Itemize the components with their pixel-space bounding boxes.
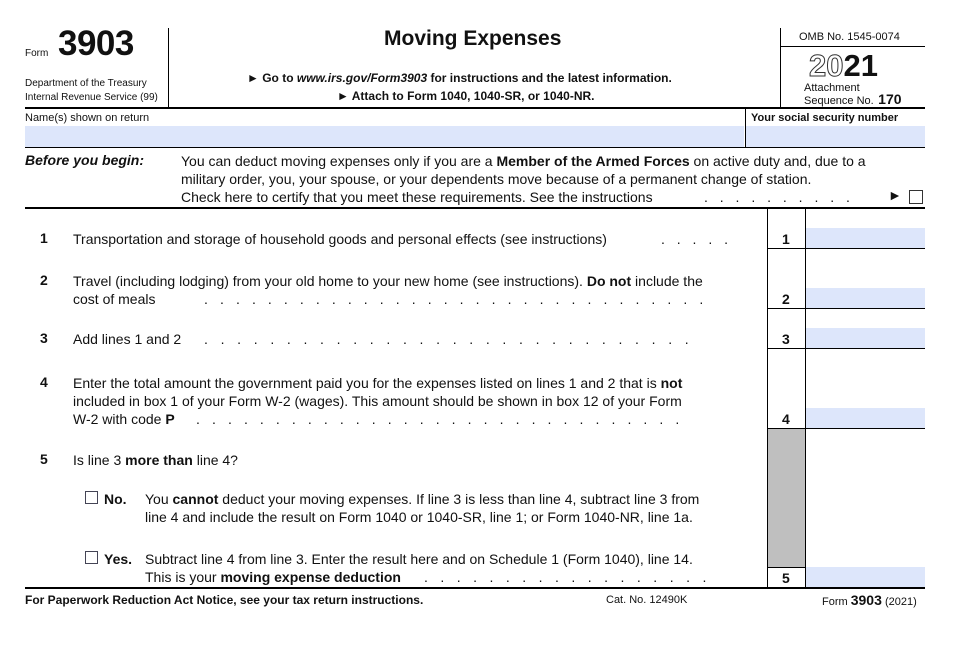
omb-divider (780, 46, 925, 47)
shaded-area (768, 428, 805, 567)
line-4-text-2: included in box 1 of your Form W-2 (wages). This amount should be shown in box 12 of your Form (73, 393, 682, 409)
line-1-box-label: 1 (782, 231, 790, 247)
line-2-text (73, 272, 703, 290)
line-1-number: 1 (40, 230, 48, 246)
line-4-number: 4 (40, 374, 48, 390)
names-bottom-rule (25, 147, 925, 148)
line-2-number: 2 (40, 272, 48, 288)
before-l1-c: on active duty and, due to a (689, 153, 866, 169)
irs-line: Internal Revenue Service (99) (25, 92, 158, 103)
form-bottom-rule (25, 587, 925, 589)
line-3-text: Add lines 1 and 2 (73, 331, 182, 347)
header-bottom-rule (25, 107, 925, 109)
yes-text-2 (145, 568, 401, 586)
line-2-text-2: cost of meals (73, 291, 156, 307)
no-c: deduct your moving expenses. If line 3 is less than line 4, subtract line 3 from (218, 491, 700, 507)
line-3-number: 3 (40, 330, 48, 346)
yes-checkbox[interactable] (85, 551, 98, 564)
instructions-line-2: ► Attach to Form 1040, 1040-SR, or 1040-NR. (337, 89, 595, 103)
no-cannot: cannot (172, 491, 219, 507)
line-1-text: Transportation and storage of household goods and personal effects (see instructions) (73, 231, 607, 247)
line-5-a: Is line 3 (73, 452, 126, 468)
line-1-amount[interactable] (806, 228, 925, 248)
tax-year-bold: 21 (843, 48, 878, 83)
armed-forces-text: Member of the Armed Forces (496, 153, 690, 169)
moving-expense-deduction: moving expense deduction (220, 569, 401, 585)
line-4-dots: . . . . . . . . . . . . . . . . . . . . . . . . . . . . . . . (196, 411, 684, 427)
header-divider-left (168, 28, 169, 107)
section-top-rule (25, 207, 925, 209)
instructions-line-1 (247, 71, 672, 85)
line-2-dots: . . . . . . . . . . . . . . . . . . . . . . . . . . . . . . . . (204, 291, 708, 307)
attachment-label: Attachment (804, 82, 860, 94)
no-a: You (145, 491, 173, 507)
footer-form-number: 3903 (850, 592, 882, 608)
footer-form-id (822, 592, 917, 608)
before-line-1 (181, 152, 866, 170)
line-4-amount[interactable] (806, 408, 925, 428)
sequence-number: 170 (878, 91, 902, 107)
line-2-c: include the (631, 273, 703, 289)
name-label: Name(s) shown on return (25, 112, 150, 124)
yes-a: This is your (145, 569, 221, 585)
department-line: Department of the Treasury (25, 78, 147, 89)
arrow-icon: ► (888, 187, 902, 203)
no-text-2: line 4 and include the result on Form 1040 or 1040-SR, line 1; or Form 1040-NR, line 1a. (145, 509, 693, 525)
no-checkbox[interactable] (85, 491, 98, 504)
before-line-3: Check here to certify that you meet these requirements. See the instructions (181, 189, 653, 205)
line-2-rule (767, 308, 925, 309)
form-word: Form (25, 48, 49, 59)
line-4-box-label: 4 (782, 411, 790, 427)
before-l1-a: You can deduct moving expenses only if you are a (181, 153, 497, 169)
sequence-label: Sequence No. (804, 95, 874, 107)
header-divider-right (780, 28, 781, 107)
line-4-text-1 (73, 374, 682, 392)
instr1-prefix: ► Go to (247, 71, 297, 85)
before-line-2: military order, you, your spouse, or your dependents move because of a permanent change of station. (181, 171, 812, 187)
tax-year-outline: 20 (809, 48, 844, 83)
line-4-rule (767, 428, 925, 429)
line-3-dots: . . . . . . . . . . . . . . . . . . . . . . . . . . . . . . (204, 331, 694, 347)
catalog-number: Cat. No. 12490K (606, 594, 688, 606)
ssn-field[interactable] (746, 126, 925, 147)
tax-year (809, 49, 878, 83)
instr1-suffix: for instructions and the latest information. (427, 71, 672, 85)
omb-number: OMB No. 1545-0074 (799, 31, 900, 43)
no-text-1 (145, 490, 699, 508)
line-1-rule (767, 248, 925, 249)
certify-checkbox[interactable] (909, 190, 923, 204)
before-you-begin-label: Before you begin: (25, 152, 145, 168)
linebox-right-border (805, 208, 806, 587)
no-label: No. (104, 491, 127, 507)
paperwork-notice: For Paperwork Reduction Act Notice, see your tax return instructions. (25, 593, 424, 607)
line-5-text (73, 451, 238, 469)
line-2-do-not: Do not (586, 273, 632, 289)
line-1-dots: . . . . . (661, 231, 733, 247)
line-2-amount[interactable] (806, 288, 925, 308)
line-2-box-label: 2 (782, 291, 790, 307)
line-5-box-top (767, 567, 806, 568)
form-title: Moving Expenses (384, 27, 562, 50)
ssn-label: Your social security number (751, 112, 899, 124)
yes-dots: . . . . . . . . . . . . . . . . . . (424, 569, 711, 585)
line-4-a: Enter the total amount the government paid you for the expenses listed on lines 1 and 2 that is (73, 375, 661, 391)
instructions-url[interactable]: www.irs.gov/Form3903 (296, 71, 428, 85)
line-2-a: Travel (including lodging) from your old home to your new home (see instructions). (73, 273, 587, 289)
footer-form-word: Form (822, 596, 851, 608)
line-5-c: line 4? (192, 452, 238, 468)
before-dots: . . . . . . . . . . (704, 189, 854, 205)
line-4-w2: W-2 with code (73, 411, 166, 427)
line-5-more-than: more than (125, 452, 193, 468)
line-4-text-3 (73, 410, 175, 428)
footer-year: (2021) (881, 596, 917, 608)
line-5-amount[interactable] (806, 567, 925, 587)
line-4-code-p: P (165, 411, 175, 427)
line-4-not: not (660, 375, 683, 391)
line-3-amount[interactable] (806, 328, 925, 348)
line-3-rule (767, 348, 925, 349)
line-5-number: 5 (40, 451, 48, 467)
line-3-box-label: 3 (782, 331, 790, 347)
line-5-box-label: 5 (782, 570, 790, 586)
form-number: 3903 (58, 24, 134, 63)
yes-label: Yes. (104, 551, 133, 567)
yes-text-1: Subtract line 4 from line 3. Enter the result here and on Schedule 1 (Form 1040), line 14. (145, 551, 693, 567)
name-field[interactable] (25, 126, 744, 147)
